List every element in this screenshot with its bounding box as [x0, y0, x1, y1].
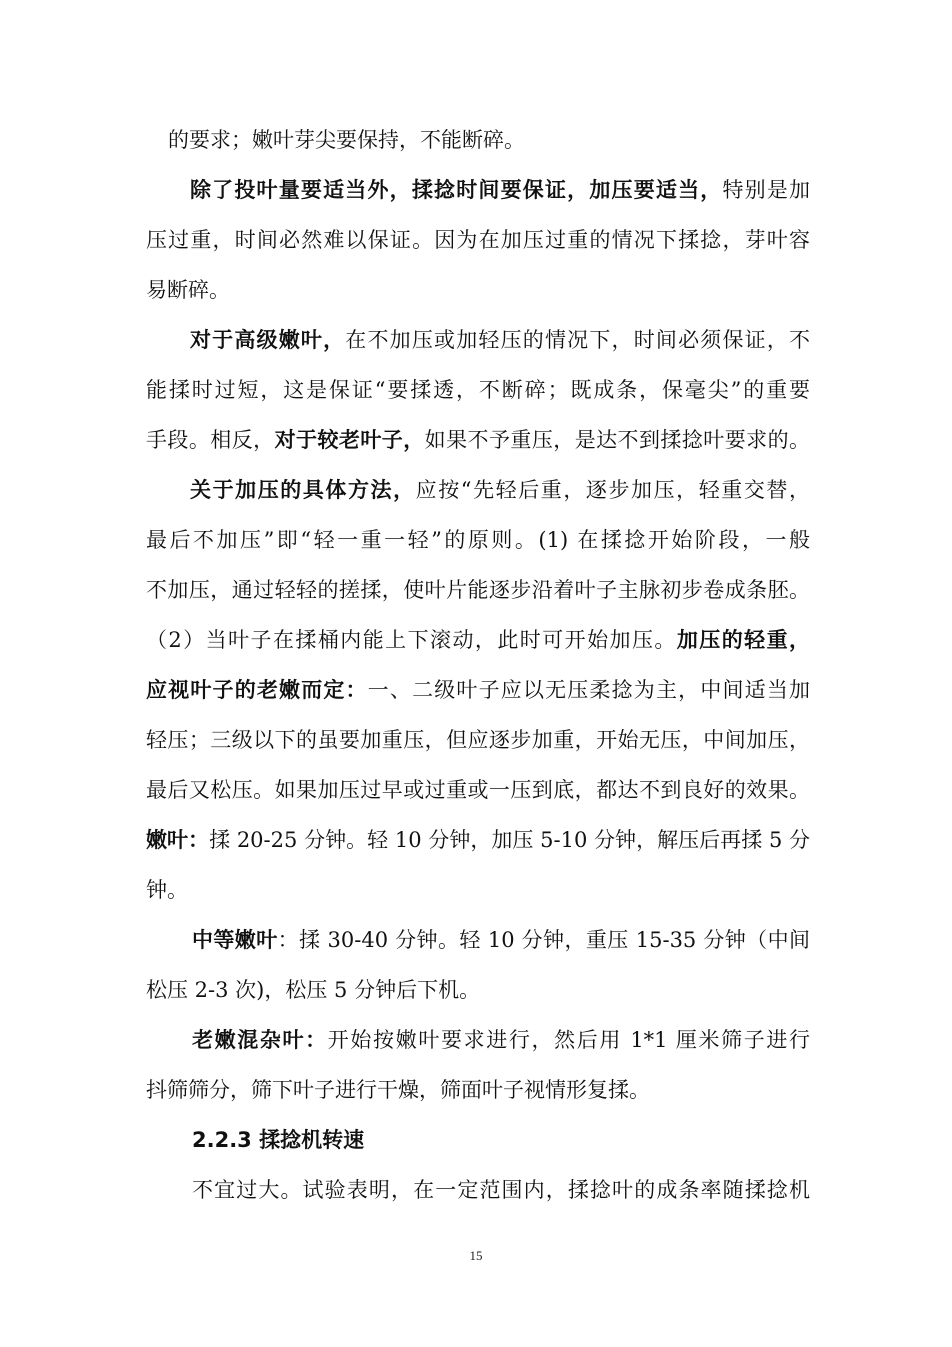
text-span: 能揉时过短，这是保证“要揉透，不断碎；既成条，保毫尖”的重要	[146, 378, 810, 402]
section-heading	[192, 1125, 810, 1155]
text-line	[146, 525, 810, 555]
text-span: 钟。	[146, 878, 188, 902]
text-line	[192, 925, 810, 955]
text-line	[146, 275, 810, 305]
bold-span: 加压的轻重，	[676, 628, 811, 652]
text-span: 在不加压或加轻压的情况下，时间必须保证，不	[345, 328, 810, 352]
text-span: 最后又松压。如果加压过早或过重或一压到底，都达不到良好的效果。	[146, 778, 810, 802]
text-span: 特别是加	[722, 178, 811, 202]
text-span: 如果不予重压，是达不到揉捻叶要求的。	[424, 428, 811, 452]
text-span: 手段。相反，	[146, 428, 275, 452]
text-line	[190, 475, 810, 505]
text-span: 一、二级叶子应以无压柔捻为主，中间适当加	[367, 678, 811, 702]
text-span: 不加压，通过轻轻的搓揉，使叶片能逐步沿着叶子主脉初步卷成条胚。	[146, 578, 810, 602]
text-line	[146, 725, 810, 755]
text-line	[146, 575, 810, 605]
bold-span: 对于高级嫩叶，	[190, 328, 346, 352]
text-line	[146, 975, 810, 1005]
bold-span: 嫩叶：	[146, 828, 210, 852]
bold-span: 中等嫩叶	[192, 928, 278, 952]
text-line	[168, 125, 808, 155]
text-span: 不宜过大。试验表明，在一定范围内，揉捻叶的成条率随揉捻机	[192, 1178, 810, 1202]
text-line	[146, 625, 810, 655]
text-span: 揉 20-25 分钟。轻 10 分钟，加压 5-10 分钟，解压后再揉 5 分	[209, 828, 811, 852]
text-line	[146, 425, 810, 455]
text-span: 轻压；三级以下的虽要加重压，但应逐步加重，开始无压，中间加压，	[146, 728, 810, 752]
page-number: 15	[469, 1248, 483, 1263]
text-span: 压过重，时间必然难以保证。因为在加压过重的情况下揉捻，芽叶容	[146, 228, 810, 252]
bold-span: 2.2.3 揉捻机转速	[192, 1128, 365, 1152]
bold-span: 关于加压的具体方法，	[190, 478, 416, 502]
text-line	[146, 225, 810, 255]
text-line	[192, 1175, 810, 1205]
text-span: 开始按嫩叶要求进行，然后用 1*1 厘米筛子进行	[327, 1028, 810, 1052]
text-span: ：揉 30-40 分钟。轻 10 分钟，重压 15-35 分钟（中间	[277, 928, 810, 952]
bold-span: 除了投叶量要适当外，揉捻时间要保证，加压要适当，	[190, 178, 723, 202]
text-span: 最后不加压”即“轻一重一轻”的原则。(1) 在揉捻开始阶段，一般	[146, 528, 810, 552]
text-span: （2）当叶子在揉桶内能上下滚动，此时可开始加压。	[146, 628, 677, 652]
text-line	[192, 1025, 810, 1055]
bold-span: 应视叶子的老嫩而定：	[146, 678, 368, 702]
text-span: 应按“先轻后重，逐步加压，轻重交替，	[415, 478, 811, 502]
text-span: 的要求；嫩叶芽尖要保持，不能断碎。	[168, 128, 525, 152]
bold-span: 对于较老叶子，	[274, 428, 425, 452]
text-line	[190, 175, 810, 205]
text-line	[146, 825, 810, 855]
text-span: 松压 2-3 次)，松压 5 分钟后下机。	[146, 978, 481, 1002]
text-line	[146, 775, 810, 805]
bold-span: 老嫩混杂叶：	[192, 1028, 328, 1052]
text-span: 易断碎。	[146, 278, 230, 302]
text-line	[146, 675, 810, 705]
text-span: 抖筛筛分，筛下叶子进行干燥，筛面叶子视情形复揉。	[146, 1078, 650, 1102]
text-line	[146, 1075, 810, 1105]
text-line	[146, 375, 810, 405]
text-line	[146, 875, 810, 905]
text-line	[190, 325, 810, 355]
